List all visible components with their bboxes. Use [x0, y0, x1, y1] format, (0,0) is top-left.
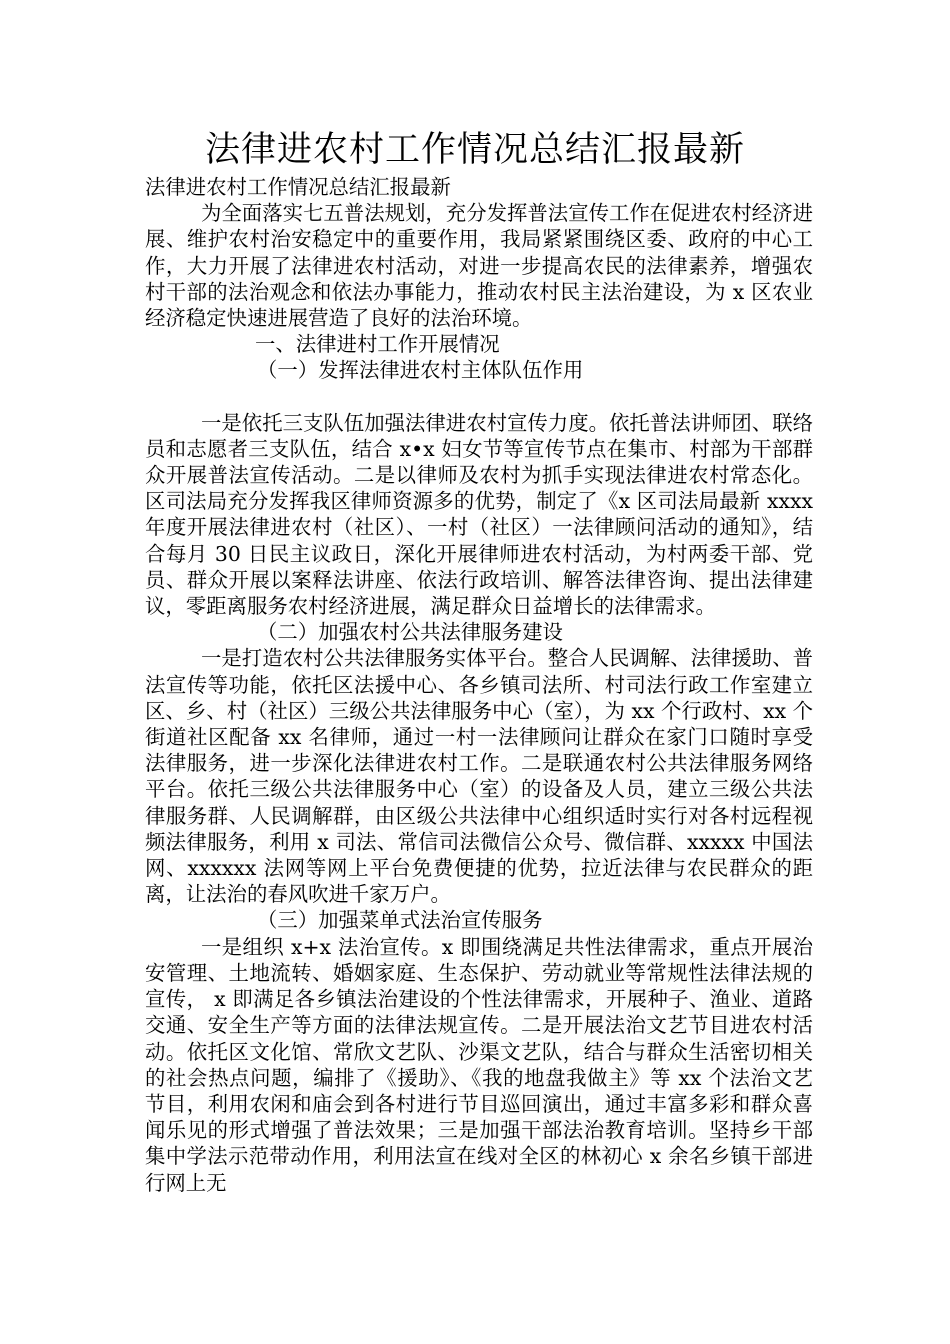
subsection-heading: （二）加强农村公共法律服务建设	[257, 620, 563, 645]
subsection-heading: （三）加强菜单式法治宣传服务	[257, 908, 543, 933]
body-paragraph: 一是依托三支队伍加强法律进农村宣传力度。依托普法讲师团、联络员和志愿者三支队伍，结合 x•x 妇女节等宣传节点在集市、村部为干部群众开展普法宣传活动。二是以律师及农村为抓手实现法律进农村常态化。区司法局充分发挥我区律师资源多的优势，制定了《x 区司法局最新 xxxx 年度开展法律进农村（社区）、一村（社区）一法律顾问活动的通知》，结合每月 30 日民主议政日，深化开展律师进农村活动，为村两委干部、党员、群众开展以案释法讲座、依法行政培训、解答法律咨询、提出法律建议，零距离服务农村经济进展，满足群众日益增长的法律需求。	[145, 410, 813, 619]
section-heading: 一、法律进村工作开展情况	[255, 332, 500, 357]
document-subtitle: 法律进农村工作情况总结汇报最新	[145, 175, 451, 199]
body-paragraph: 一是组织 x+x 法治宣传。x 即围绕满足共性法律需求，重点开展治安管理、土地流转、婚姻家庭、生态保护、劳动就业等常规性法律法规的宣传， x 即满足各乡镇法治建设的个性法律需求，开展种子、渔业、道路交通、安全生产等方面的法律法规宣传。二是开展法治文艺节目进农村活动。依托区文化馆、常欣文艺队、沙渠文艺队，结合与群众生活密切相关的社会热点问题，编排了《援助》、《我的地盘我做主》等 xx 个法治文艺节目，利用农闲和庙会到各村进行节目巡回演出，通过丰富多彩和群众喜闻乐见的形式增强了普法效果；三是加强干部法治教育培训。坚持乡干部集中学法示范带动作用，利用法宣在线对全区的林初心 x 余名乡镇干部进行网上无	[145, 934, 813, 1195]
intro-paragraph: 为全面落实七五普法规划，充分发挥普法宣传工作在促进农村经济进展、维护农村治安稳定中的重要作用，我局紧紧围绕区委、政府的中心工作，大力开展了法律进农村活动，对进一步提高农民的法律素养，增强农村干部的法治观念和依法办事能力，推动农村民主法治建设，为 x 区农业经济稳定快速进展营造了良好的法治环境。	[145, 201, 813, 331]
blank-line	[145, 384, 813, 410]
document-title: 法律进农村工作情况总结汇报最新	[204, 130, 745, 170]
document-body	[145, 174, 813, 1196]
subsection-heading: （一）发挥法律进农村主体队伍作用	[257, 358, 584, 383]
body-paragraph: 一是打造农村公共法律服务实体平台。整合人民调解、法律援助、普法宣传等功能，依托区法援中心、各乡镇司法所、村司法行政工作室建立区、乡、村（社区）三级公共法律服务中心（室），为 xx 个行政村、xx 个街道社区配备 xx 名律师，通过一村一法律顾问让群众在家门口随时享受法律服务，进一步深化法律进农村工作。二是联通农村公共法律服务网络平台。依托三级公共法律服务中心（室）的设备及人员，建立三级公共法律服务群、人民调解群，由区级公共法律中心组织适时实行对各村远程视频法律服务，利用 x 司法、常信司法微信公众号、微信群、xxxxx 中国法网、xxxxxx 法网等网上平台免费便捷的优势，拉近法律与农民群众的距离，让法治的春风吹进千家万户。	[145, 646, 813, 907]
